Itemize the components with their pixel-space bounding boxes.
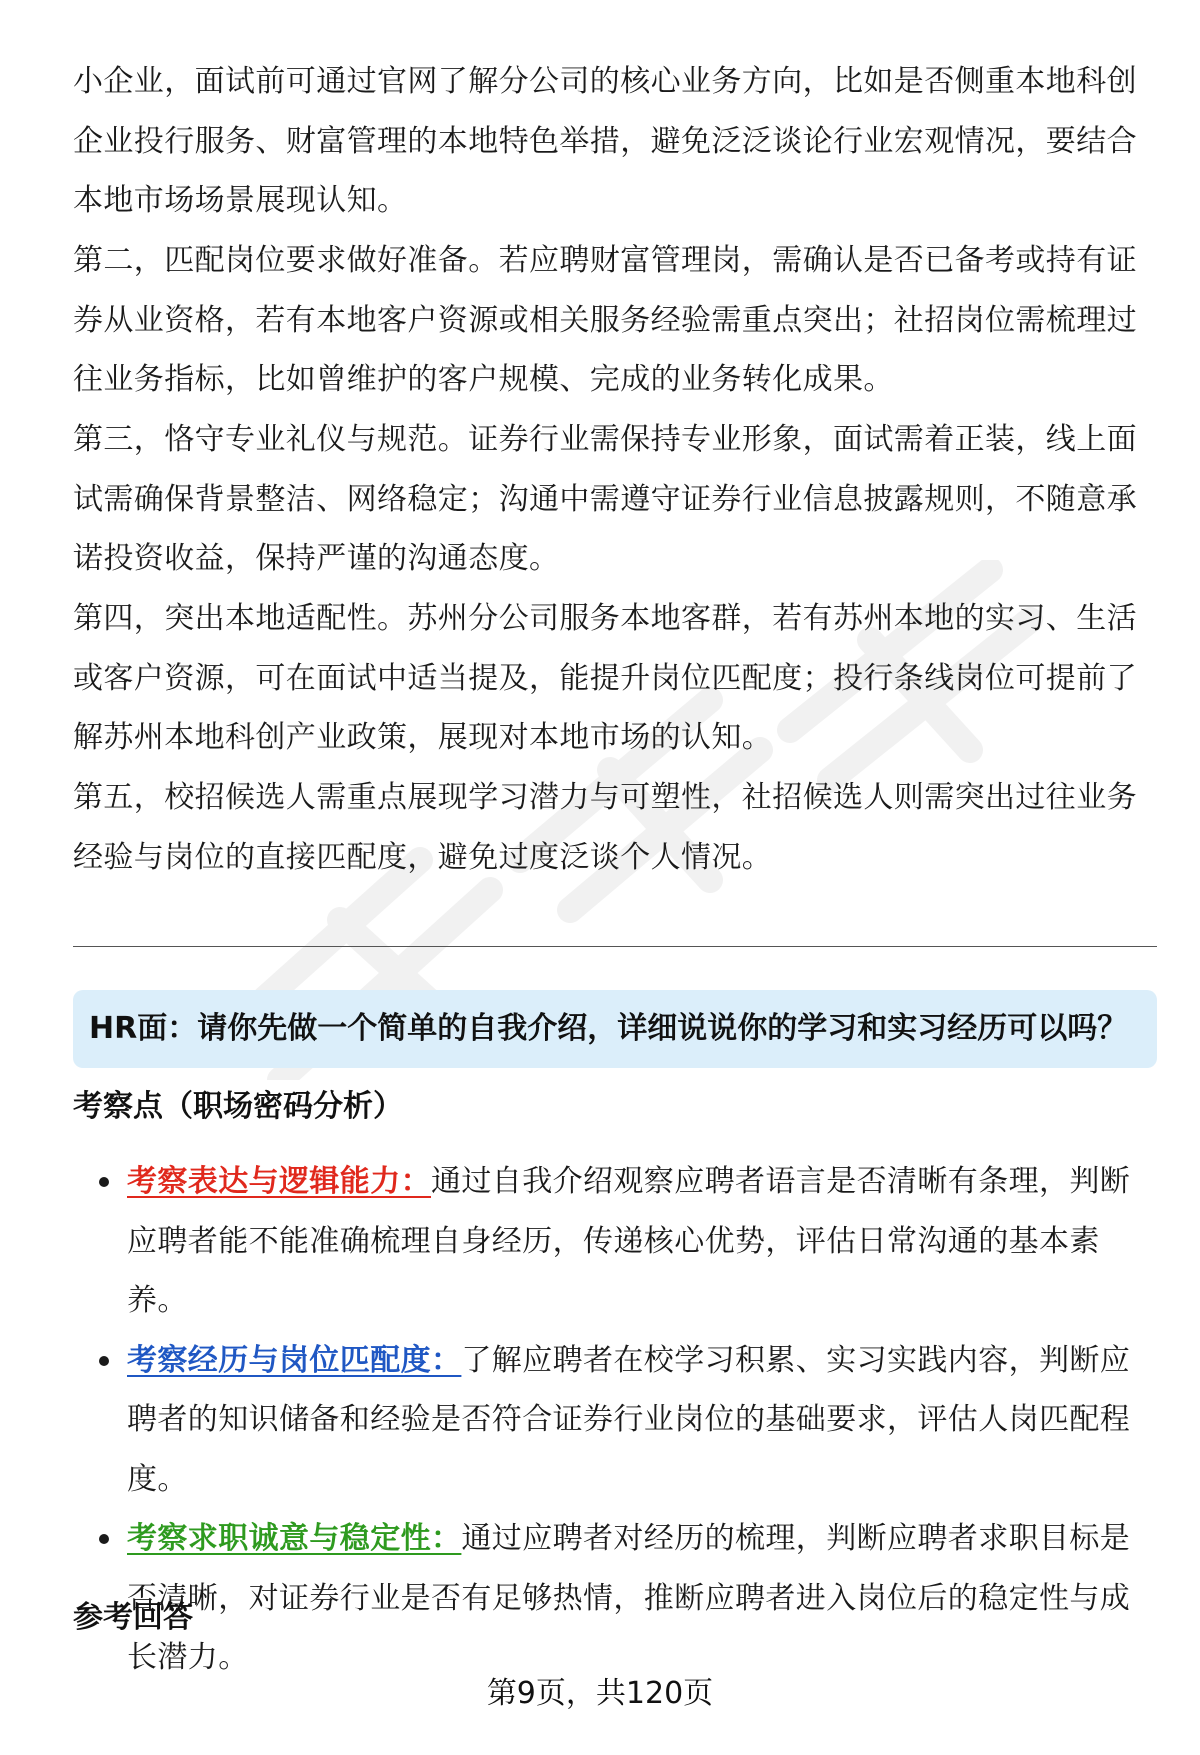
bullet-dot-icon <box>99 1356 109 1366</box>
answer-heading: 参考回答 <box>73 1600 193 1635</box>
section-divider <box>73 946 1157 947</box>
bullet-text: 通过应聘者对经历的梳理，判断应聘者求职目标是否清晰，对证券行业是否有足够热情，推断应聘者进入岗位后的稳定性与成长潜力。 <box>127 1521 1131 1675</box>
bullet-keyword: 考察经历与岗位匹配度： <box>127 1342 462 1378</box>
paragraph-fourth: 第四，突出本地适配性。苏州分公司服务本地客群，若有苏州本地的实习、生活或客户资源，可在面试中适当提及，能提升岗位匹配度；投行条线岗位可提前了解苏州本地科创产业政策，展现对本地市场的认知。 <box>73 601 1137 755</box>
paragraph-third: 第三，恪守专业礼仪与规范。证券行业需保持专业形象，面试需着正装，线上面试需确保背景整洁、网络稳定；沟通中需遵守证券行业信息披露规则，不随意承诺投资收益，保持严谨的沟通态度。 <box>73 422 1137 576</box>
paragraph-fifth: 第五，校招候选人需重点展现学习潜力与可塑性，社招候选人则需突出过往业务经验与岗位的直接匹配度，避免过度泛谈个人情况。 <box>73 780 1137 875</box>
bullet-item <box>73 1331 1157 1510</box>
bullet-keyword: 考察求职诚意与稳定性： <box>127 1521 462 1556</box>
paragraph-intro: 小企业，面试前可通过官网了解分公司的核心业务方向，比如是否侧重本地科创企业投行服务、财富管理的本地特色举措，避免泛泛谈论行业宏观情况，要结合本地市场场景展现认知。 <box>73 64 1137 218</box>
bullet-dot-icon <box>99 1534 109 1544</box>
paragraph-second: 第二，匹配岗位要求做好准备。若应聘财富管理岗，需确认是否已备考或持有证券从业资格，若有本地客户资源或相关服务经验需重点突出；社招岗位需梳理过往业务指标，比如曾维护的客户规模、完成的业务转化成果。 <box>73 243 1137 397</box>
page-number-footer: 第9页，共120页 <box>486 1676 714 1711</box>
analysis-heading: 考察点（职场密码分析） <box>73 1089 403 1124</box>
bullet-item <box>73 1152 1157 1331</box>
analysis-bullet-list <box>73 1152 1157 1688</box>
bullet-text: 通过自我介绍观察应聘者语言是否清晰有条理，判断应聘者能不能准确梳理自身经历，传递核心优势，评估日常沟通的基本素养。 <box>127 1164 1131 1318</box>
question-text: HR面：请你先做一个简单的自我介绍，详细说说你的学习和实习经历可以吗？ <box>89 1011 1128 1046</box>
bullet-keyword: 考察表达与逻辑能力： <box>127 1164 431 1199</box>
bullet-item <box>73 1509 1157 1688</box>
question-box <box>73 990 1157 1068</box>
bullet-dot-icon <box>99 1177 109 1187</box>
bullet-text: 了解应聘者在校学习积累、实习实践内容，判断应聘者的知识储备和经验是否符合证券行业岗位的基础要求，评估人岗匹配程度。 <box>127 1342 1131 1497</box>
